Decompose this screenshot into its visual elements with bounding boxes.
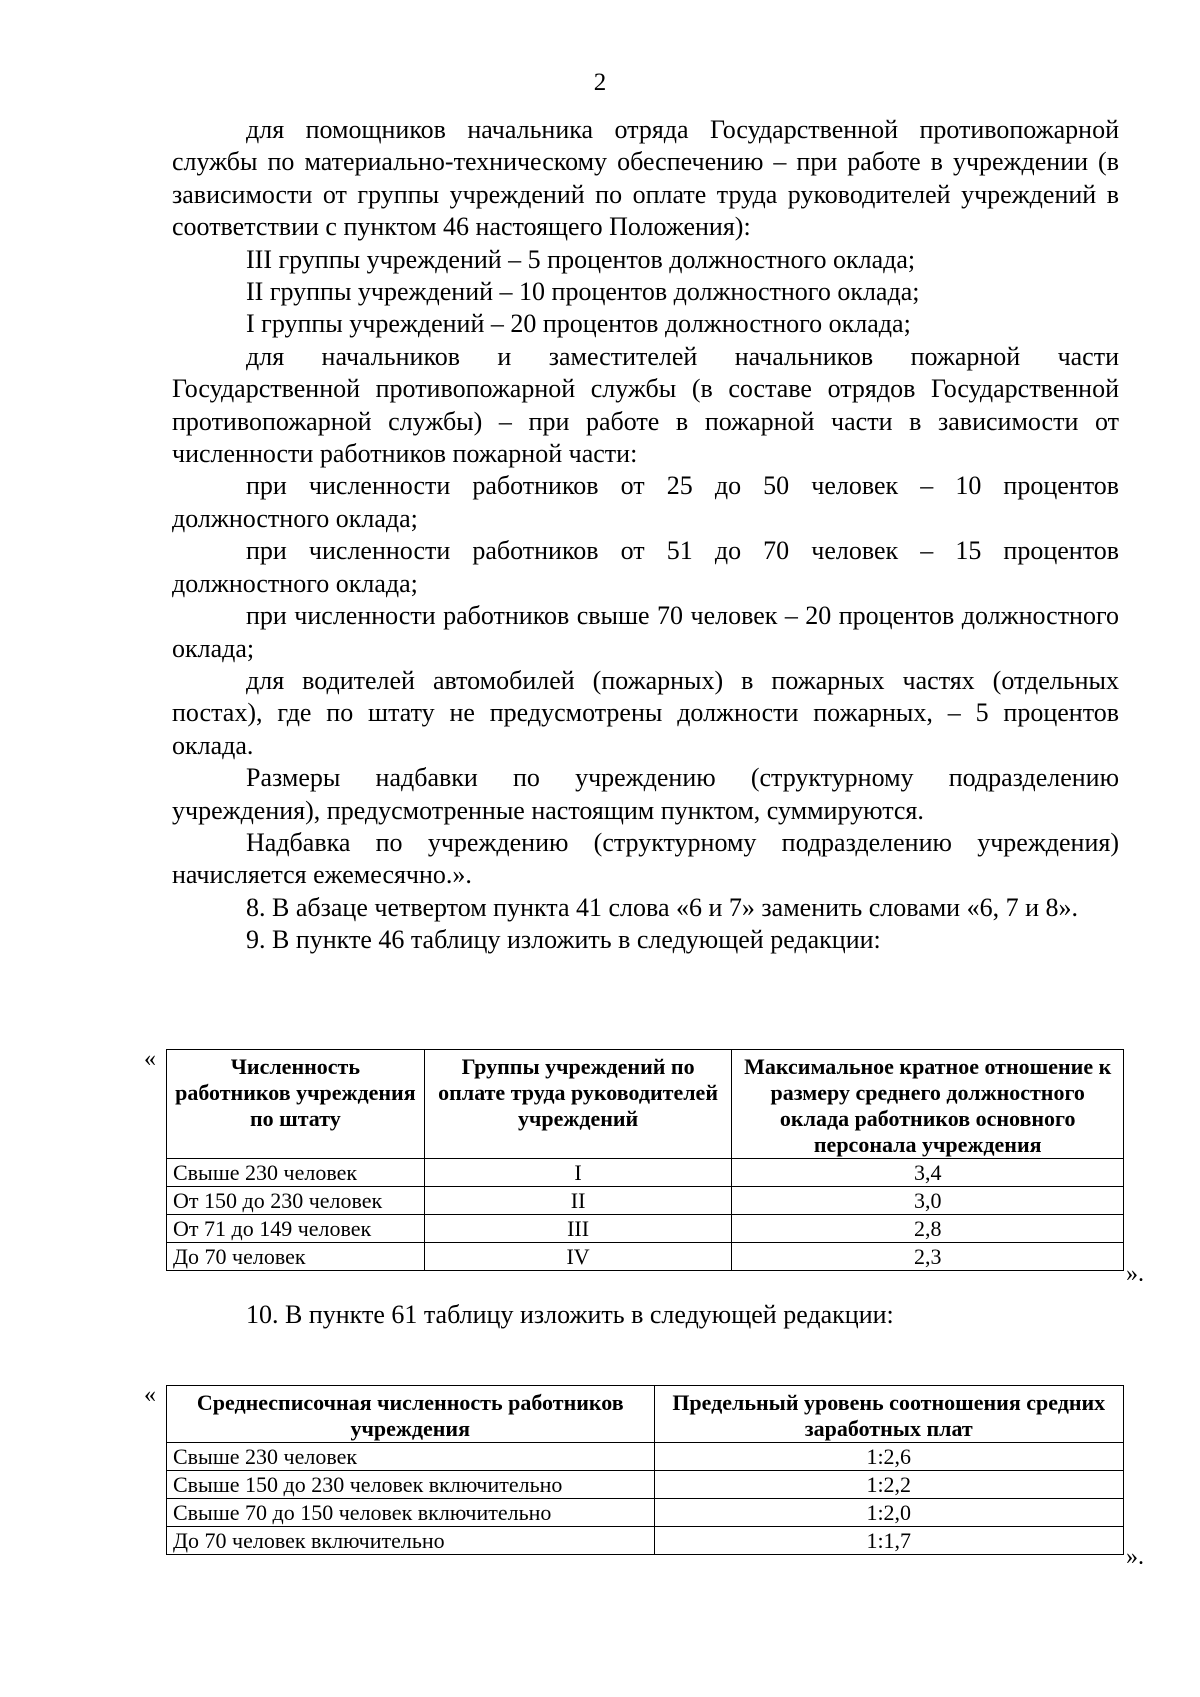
table1-header-groups: Группы учреждений по оплате труда руководителей учреждений [424,1050,732,1159]
table1-cell: От 71 до 149 человек [167,1215,425,1243]
paragraph-group-2: II группы учреждений – 10 процентов должностного оклада; [246,277,920,307]
paragraph-group-1: I группы учреждений – 20 процентов должностного оклада; [246,309,911,339]
table1-close-quote: ». [1126,1261,1144,1287]
table-row [167,1187,1124,1215]
table2-cell: До 70 человек включительно [167,1527,655,1555]
table1-cell: II [424,1187,732,1215]
table1-header-headcount: Численность работников учреждения по штату [167,1050,425,1159]
table2-cell: Свыше 150 до 230 человек включительно [167,1471,655,1499]
table2-close-quote: ». [1126,1544,1144,1570]
paragraph-assistants: для помощников начальника отряда Государственной противопожарной службы по материально-техническому обеспечению – при работе в учреждении (в зависимости от группы учреждений по оплате труда руководителей учреждений в соответствии с пунктом 46 настоящего Положения): [172,115,1119,242]
table1-cell: Свыше 230 человек [167,1159,425,1187]
paragraph-monthly: Надбавка по учреждению (структурному подразделению учреждения) начисляется ежемесячно.». [172,827,1119,890]
table2-cell: 1:2,0 [654,1499,1123,1527]
table1-cell: 2,8 [732,1215,1124,1243]
paragraph-group-3: III группы учреждений – 5 процентов должностного оклада; [246,244,916,274]
table-header-row [167,1386,1124,1443]
table2-cell: 1:2,6 [654,1443,1123,1471]
paragraph-over-70: при численности работников свыше 70 человек – 20 процентов должностного оклада; [172,601,1119,663]
table1-cell: От 150 до 230 человек [167,1187,425,1215]
table2-cell: 1:1,7 [654,1527,1123,1555]
table2-cell: Свыше 70 до 150 человек включительно [167,1499,655,1527]
paragraph-drivers: для водителей автомобилей (пожарных) в пожарных частях (отдельных постах), где по штату не предусмотрены должности пожарных, – 5 процентов оклада. [172,665,1119,760]
table2-cell: Свыше 230 человек [167,1443,655,1471]
paragraph-item-10: 10. В пункте 61 таблицу изложить в следующей редакции: [246,1300,894,1329]
table-row [167,1159,1124,1187]
paragraph-25-50: при численности работников от 25 до 50 человек – 10 процентов должностного оклада; [172,471,1119,533]
document-body [172,114,1119,957]
table-row [167,1499,1124,1527]
table-row [167,1443,1124,1471]
table1-cell: I [424,1159,732,1187]
table1-header-max-ratio: Максимальное кратное отношение к размеру среднего должностного оклада работников основного персонала учреждения [732,1050,1124,1159]
table2-header-headcount: Среднесписочная численность работников учреждения [167,1386,655,1443]
table1-cell: 3,4 [732,1159,1124,1187]
table-row [167,1215,1124,1243]
paragraph-summation: Размеры надбавки по учреждению (структурному подразделению учреждения), предусмотренные настоящим пунктом, суммируются. [172,763,1119,825]
table1-cell: 2,3 [732,1243,1124,1271]
table-row [167,1243,1124,1271]
table1-cell: До 70 человек [167,1243,425,1271]
page-number: 2 [593,69,607,96]
table-item-61 [166,1385,1124,1555]
table2-open-quote: « [144,1382,156,1408]
table-row [167,1527,1124,1555]
table1-cell: IV [424,1243,732,1271]
table1-cell: 3,0 [732,1187,1124,1215]
table-header-row [167,1050,1124,1159]
table-row [167,1471,1124,1499]
paragraph-fire-chiefs: для начальников и заместителей начальников пожарной части Государственной противопожарной службы (в составе отрядов Государственной противопожарной службы) – при работе в пожарной части в зависимости от численности работников пожарной части: [172,341,1119,469]
paragraph-item-9: 9. В пункте 46 таблицу изложить в следующей редакции: [246,925,881,955]
table-item-46 [166,1049,1124,1271]
table1-open-quote: « [144,1046,156,1072]
table2-cell: 1:2,2 [654,1471,1123,1499]
table1-cell: III [424,1215,732,1243]
table2-header-salary-ratio: Предельный уровень соотношения средних заработных плат [654,1386,1123,1443]
paragraph-item-8: 8. В абзаце четвертом пункта 41 слова «6 и 7» заменить словами «6, 7 и 8». [246,892,1079,922]
paragraph-51-70: при численности работников от 51 до 70 человек – 15 процентов должностного оклада; [172,536,1119,598]
